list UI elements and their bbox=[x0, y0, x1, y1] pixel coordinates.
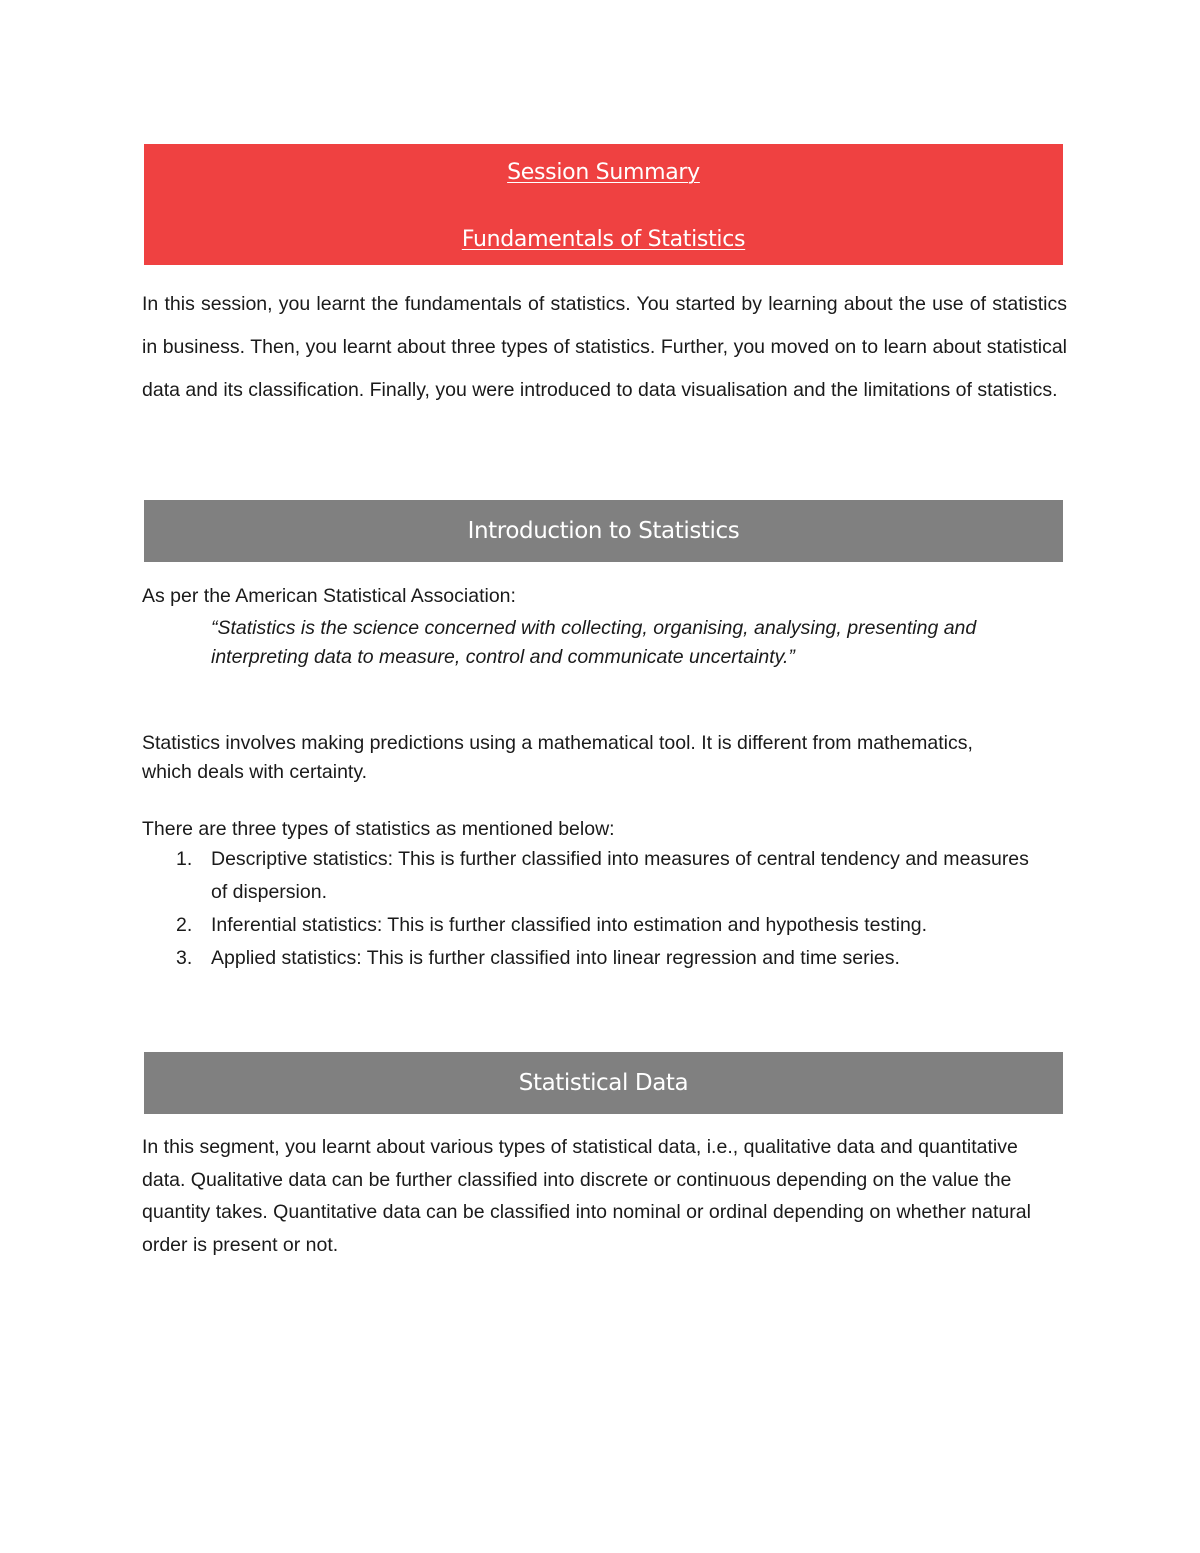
session-summary-title: Session Summary bbox=[507, 160, 700, 185]
predictions-paragraph: Statistics involves making predictions using a mathematical tool. It is different from mathematics, which deals with certainty. bbox=[142, 732, 973, 783]
statistical-data-paragraph: In this segment, you learnt about various types of statistical data, i.e., qualitative data and quantitative data. Qualitative data can be further classified into discrete or continuous depending on the value the quantity takes. Quantitative data can be classified into nominal or ordinal depending on whether natural order is present or not. bbox=[142, 1136, 1031, 1256]
intro-section-heading: Introduction to Statistics bbox=[144, 500, 1063, 562]
list-item bbox=[142, 909, 1042, 942]
list-item-number: 1. bbox=[176, 848, 193, 870]
list-item-number: 3. bbox=[176, 947, 193, 969]
summary-paragraph: In this session, you learnt the fundamentals of statistics. You started by learning about the use of statistics in business. Then, you learnt about three types of statistics. Further, you moved on to learn about statistical data and its classification. Finally, you were introduced to data visualisation and the limitations of statistics. bbox=[142, 293, 1067, 401]
list-item-text: Descriptive statistics: This is further classified into measures of central tendency and measures of dispersion. bbox=[211, 848, 1029, 903]
list-item bbox=[142, 843, 1042, 909]
list-item-number: 2. bbox=[176, 914, 193, 936]
session-summary-banner bbox=[144, 144, 1063, 265]
asa-quote: “Statistics is the science concerned with collecting, organising, analysing, presenting and interpreting data to measure, control and communicate uncertainty.” bbox=[211, 617, 977, 668]
list-item-text: Applied statistics: This is further classified into linear regression and time series. bbox=[211, 947, 900, 969]
types-list bbox=[142, 843, 1042, 975]
session-summary-subtitle: Fundamentals of Statistics bbox=[461, 227, 746, 252]
types-intro: There are three types of statistics as mentioned below: bbox=[142, 818, 615, 840]
list-item bbox=[142, 942, 1042, 975]
asa-line: As per the American Statistical Association: bbox=[142, 585, 516, 607]
statistical-data-heading: Statistical Data bbox=[144, 1052, 1063, 1114]
list-item-text: Inferential statistics: This is further classified into estimation and hypothesis testing. bbox=[211, 914, 928, 936]
